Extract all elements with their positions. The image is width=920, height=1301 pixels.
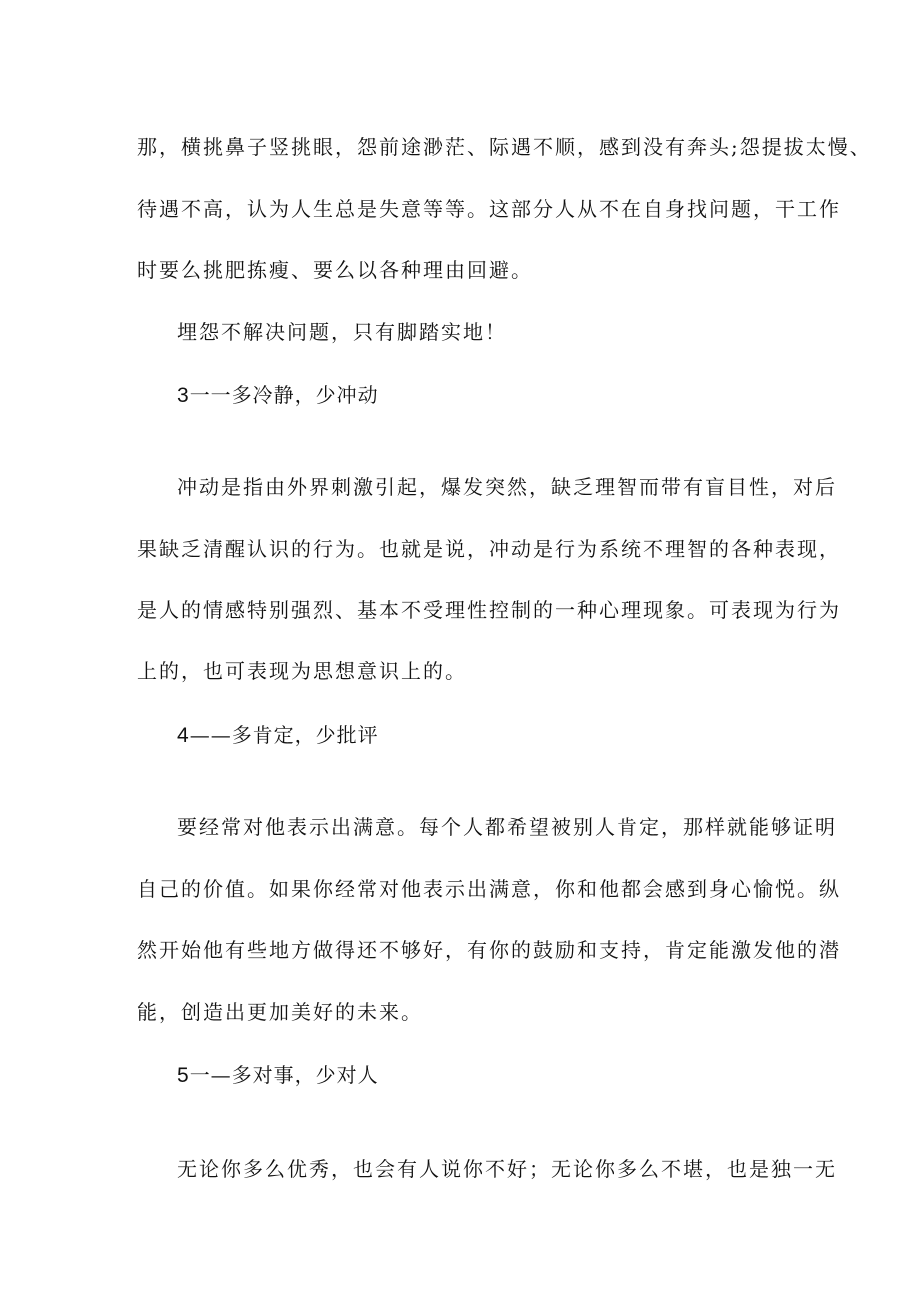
paragraph-line: 上的，也可表现为思想意识上的。 bbox=[137, 659, 467, 683]
section-heading-3 bbox=[177, 383, 379, 408]
paragraph-line: 待遇不高，认为人生总是失意等等。这部分人从不在自身找问题，干工作 bbox=[137, 197, 841, 221]
paragraph-line: 然开始他有些地方做得还不够好，有你的鼓励和支持，肯定能激发他的潜 bbox=[137, 938, 841, 962]
section-heading-5 bbox=[177, 1063, 379, 1088]
paragraph-line: 冲动是指由外界刺激引起，爆发突然，缺乏理智而带有盲目性，对后 bbox=[177, 475, 837, 499]
paragraph-line: 时要么挑肥拣瘦、要么以各种理由回避。 bbox=[137, 258, 533, 282]
section-number: 3 bbox=[177, 384, 190, 407]
paragraph-line: 无论你多么优秀，也会有人说你不好；无论你多么不堪，也是独一无 bbox=[177, 1157, 837, 1181]
paragraph-line: 自己的价值。如果你经常对他表示出满意，你和他都会感到身心愉悦。纵 bbox=[137, 877, 841, 901]
section-heading-4 bbox=[177, 723, 379, 748]
section-title: 一一多冷静，少冲动 bbox=[189, 383, 379, 407]
paragraph-line: 要经常对他表示出满意。每个人都希望被别人肯定，那样就能够证明 bbox=[177, 815, 837, 839]
section-number: 4 bbox=[177, 724, 190, 747]
paragraph-line: 果缺乏清醒认识的行为。也就是说，冲动是行为系统不理智的各种表现， bbox=[137, 537, 841, 561]
section-title: 一—多对事，少对人 bbox=[189, 1063, 379, 1087]
paragraph-line: 埋怨不解决问题，只有脚踏实地！ bbox=[177, 320, 507, 344]
paragraph-line: 能，创造出更加美好的未来。 bbox=[137, 1000, 423, 1024]
paragraph-line: 那，横挑鼻子竖挑眼，怨前途渺茫、际遇不顺，感到没有奔头;怨提拔太慢、 bbox=[137, 135, 872, 159]
section-number: 5 bbox=[177, 1064, 190, 1087]
paragraph-line: 是人的情感特别强烈、基本不受理性控制的一种心理现象。可表现为行为 bbox=[137, 598, 841, 622]
section-title: ——多肯定，少批评 bbox=[189, 723, 379, 747]
